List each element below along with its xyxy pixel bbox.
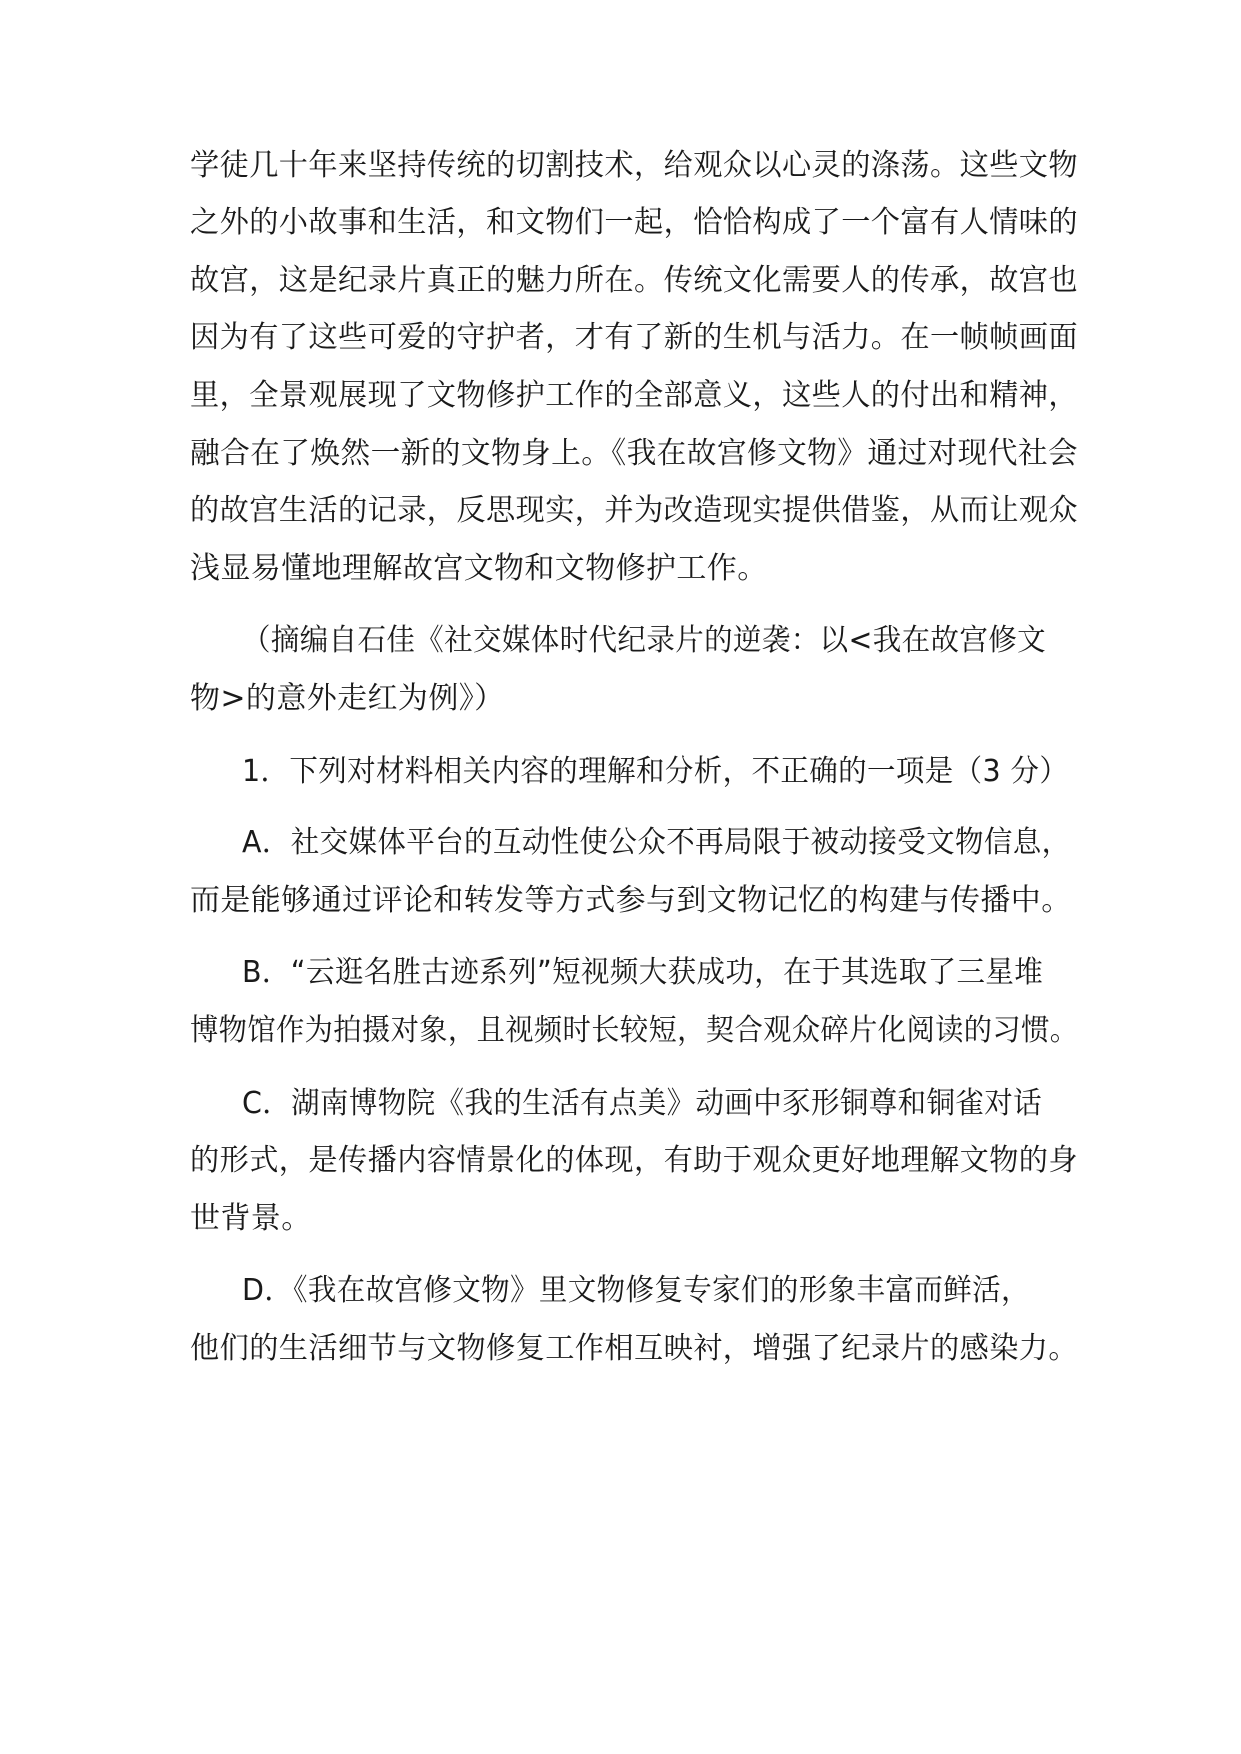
option-d-line-2: 他们的生活细节与文物修复工作相互映衬，增强了纪录片的感染力。: [190, 1331, 1079, 1366]
option-c-line-3: 世背景。: [190, 1201, 312, 1236]
passage-line-4: 因为有了这些可爱的守护者，才有了新的生机与活力。在一帧帧画面: [190, 320, 1079, 355]
passage-line-3: 故宫，这是纪录片真正的魅力所在。传统文化需要人的传承，故宫也: [190, 263, 1079, 298]
question-stem: 1．下列对材料相关内容的理解和分析，不正确的一项是（3 分）: [242, 754, 1069, 789]
passage-line-1: 学徒几十年来坚持传统的切割技术，给观众以心灵的涤荡。这些文物: [190, 148, 1079, 183]
option-d-line-1: D．《我在故宫修文物》里文物修复专家们的形象丰富而鲜活，: [242, 1273, 1030, 1308]
source-citation-line-1: （摘编自石佳《社交媒体时代纪录片的逆袭：以<我在故宫修文: [242, 623, 1047, 658]
option-b-line-1: B．“云逛名胜古迹系列”短视频大获成功，在于其选取了三星堆: [242, 955, 1044, 990]
passage-line-6: 融合在了焕然一新的文物身上。《我在故宫修文物》通过对现代社会: [190, 436, 1079, 471]
option-a-line-1: A．社交媒体平台的互动性使公众不再局限于被动接受文物信息，: [242, 825, 1071, 860]
passage-line-8: 浅显易懂地理解故宫文物和文物修护工作。: [190, 551, 768, 586]
option-a-line-2: 而是能够通过评论和转发等方式参与到文物记忆的构建与传播中。: [190, 883, 1072, 918]
passage-line-2: 之外的小故事和生活，和文物们一起，恰恰构成了一个富有人情味的: [190, 205, 1079, 240]
option-c-line-2: 的形式，是传播内容情景化的体现，有助于观众更好地理解文物的身: [190, 1143, 1079, 1178]
passage-line-5: 里，全景观展现了文物修护工作的全部意义，这些人的付出和精神，: [190, 378, 1079, 413]
option-b-line-2: 博物馆作为拍摄对象，且视频时长较短，契合观众碎片化阅读的习惯。: [190, 1013, 1079, 1048]
passage-line-7: 的故宫生活的记录，反思现实，并为改造现实提供借鉴，从而让观众: [190, 493, 1079, 528]
source-citation-line-2: 物>的意外走红为例》）: [190, 681, 505, 716]
option-c-line-1: C．湖南博物院《我的生活有点美》动画中豕形铜尊和铜雀对话: [242, 1086, 1043, 1121]
